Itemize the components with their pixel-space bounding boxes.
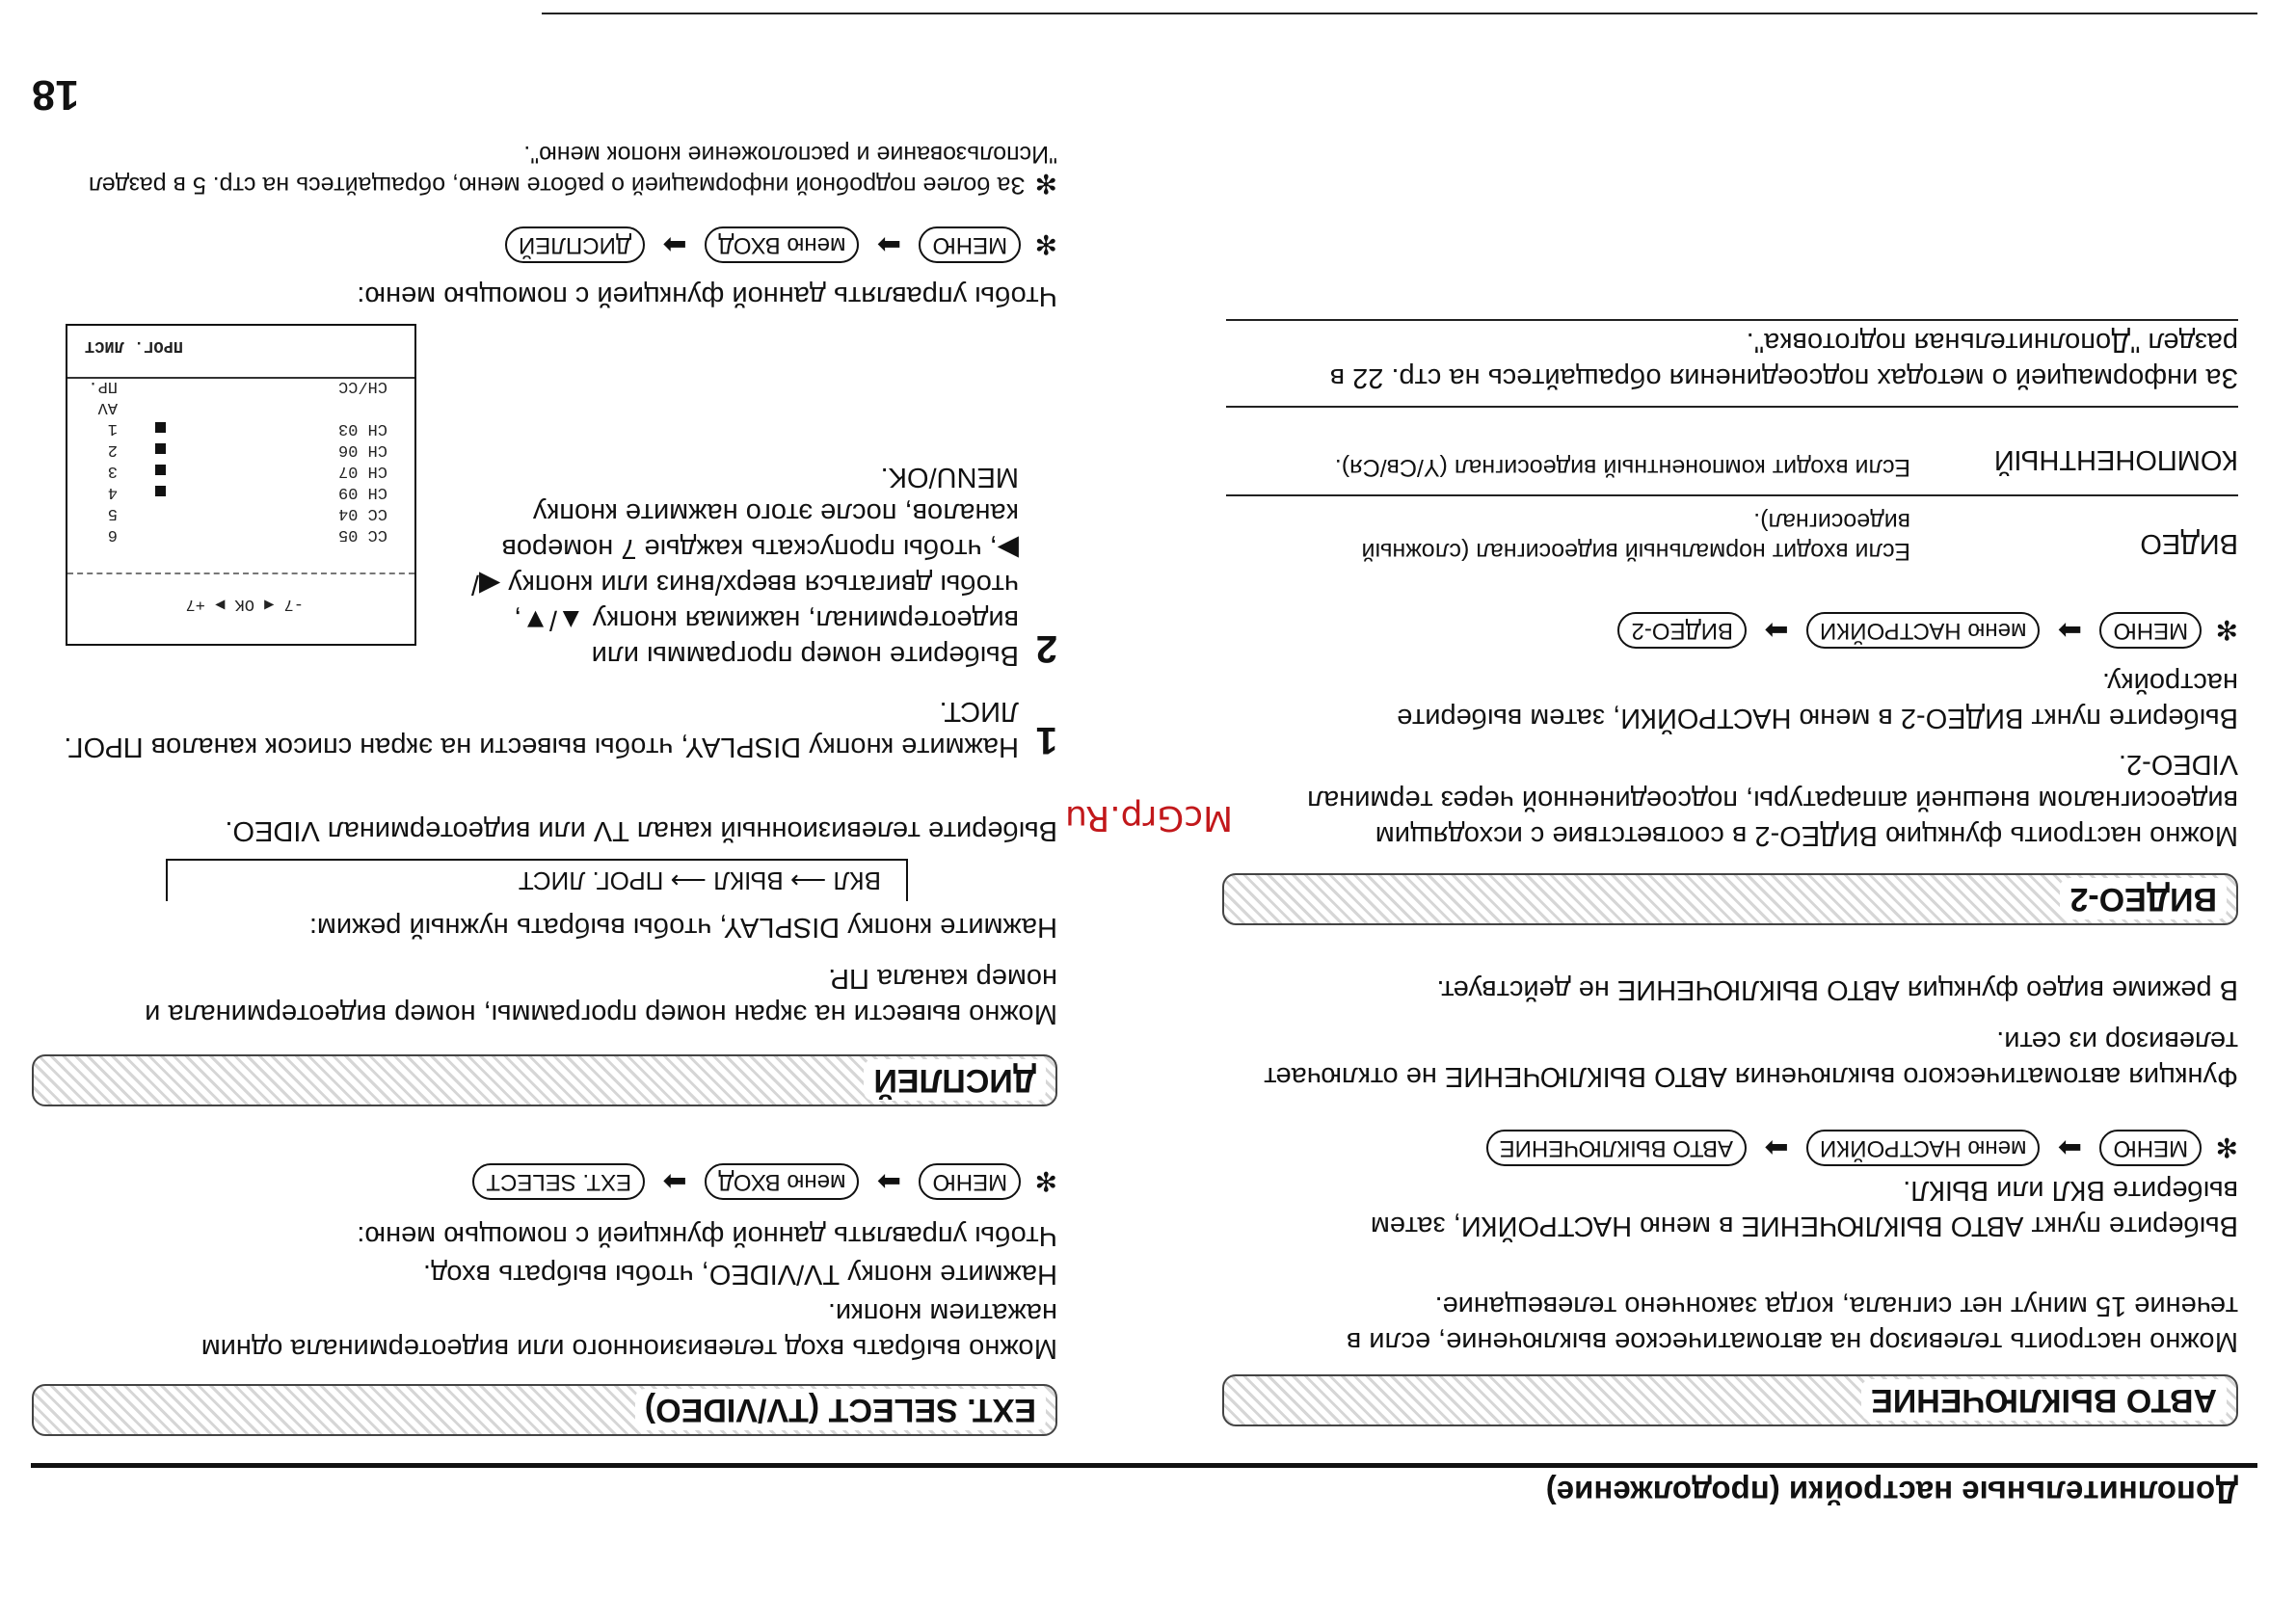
menu-button: МЕНЮ (2100, 1130, 2203, 1166)
osd-nav: -7 ◀ OK ▶ +7 (185, 595, 304, 613)
ext-select-instruction: Нажмите кнопку TV/VIDEO, чтобы выбрать вход. (422, 1259, 1057, 1290)
video2-note: За информацией о методах подсоединения обращайтесь на стр. 22 в раздел "Дополнительная подготовка". (1329, 327, 2238, 393)
arrow-right-icon: ⟶ (663, 866, 707, 895)
ext-select-button: EXT. SELECT (472, 1163, 645, 1200)
video2-row-label-component: КОМПОНЕНТНЫЙ (1993, 444, 2238, 475)
arrow-right-icon: ➡ (876, 228, 902, 261)
table-divider (1226, 319, 2238, 321)
table-divider (1226, 406, 2238, 408)
skip-mark-icon (155, 422, 166, 433)
menu-button: МЕНЮ (2100, 612, 2203, 649)
video2-row-desc-component: Если входит компонентный видеосигнал (Y/Cв/Cя). (1334, 454, 1910, 481)
arrow-right-icon: ➡ (2057, 614, 2083, 647)
menu-button: МЕНЮ (920, 226, 1022, 263)
auto-off-heading: АВТО ВЫКЛЮЧЕНИЕ (1861, 1379, 2227, 1421)
video2-row-label-video: ВИДЕО (2140, 528, 2238, 559)
step-2-text: Выберите номер программы или видеотерминал, нажимая кнопку ▲/▼, чтобы двигаться вверх/вниз или кнопку ◀/▶, чтобы пропускать каждые 7 номеров каналов, после этого нажмите кнопку MENU/OK. (470, 462, 1019, 671)
display-mode-cycle (166, 859, 908, 901)
step-1-text: Нажмите кнопку DISPLAY, чтобы вывести на экран список каналов ПРОГ. ЛИСТ. (64, 696, 1019, 762)
display-heading: ДИСПЛЕЙ (864, 1059, 1046, 1101)
osd-row: AV (97, 398, 118, 416)
arrow-right-icon: ⟶ (783, 866, 827, 895)
ext-select-band (32, 1384, 1057, 1436)
mode-prog-list: ПРОГ. ЛИСТ (518, 866, 664, 895)
asterisk-icon: ✻ (2215, 615, 2238, 646)
arrow-right-icon: ➡ (2057, 1131, 2083, 1164)
display-menu-intro: Чтобы управлять данной функцией с помощью меню: (357, 280, 1057, 311)
video2-button: ВИДЕО-2 (1617, 612, 1747, 649)
osd-header-row (79, 374, 397, 395)
osd-row: CC 04 5 (107, 504, 387, 522)
osd-row: CH 06 2 (107, 440, 387, 459)
auto-off-instruction: Выберите пункт АВТО ВЫКЛЮЧЕНИЕ в меню НАСТРОЙКИ, затем выберите ВКЛ или ВЫКЛ. (1370, 1175, 2238, 1241)
video2-instruction: Выберите пункт ВИДЕО-2 в меню НАСТРОЙКИ, затем выберите настройку. (1397, 667, 2238, 733)
setup-menu-button: меню НАСТРОЙКИ (1806, 612, 2040, 649)
auto-off-text: Можно настроить телевизор на автоматическое выключение, если в течение 15 минут нет сигнала, когда закончено телевещание. (1346, 1291, 2238, 1357)
prog-list-screen (66, 324, 416, 646)
skip-mark-icon (155, 486, 166, 496)
ext-select-text: Можно выбрать вход телевизионного или видеотерминала одним нажатием кнопки. (200, 1297, 1057, 1364)
asterisk-icon: ✻ (2215, 1132, 2238, 1163)
display-text: Можно вывести на экран номер программы, номер видеотерминала и номер канала ПР. (145, 963, 1057, 1029)
asterisk-icon: ✻ (1034, 229, 1057, 260)
video2-text: Можно настроить функцию ВИДЕО-2 в соответствие с исходящим видеосигналом внешней аппаратуры, подсоединенной через терминал VIDEO-2. (1307, 749, 2238, 851)
skip-mark-icon (155, 465, 166, 475)
page-title: Дополнительные настройки (продолжение) (1545, 1475, 2238, 1510)
osd-row: CH 09 4 (107, 483, 387, 501)
arrow-right-icon: ➡ (876, 1165, 902, 1198)
auto-off-note-2: В режиме видео функция АВТО ВЫКЛЮЧЕНИЕ не действует. (1436, 974, 2238, 1005)
display-button: ДИСПЛЕЙ (505, 226, 645, 263)
step-number: 1 (1035, 719, 1057, 761)
asterisk-icon: ✻ (1034, 169, 1057, 200)
arrow-right-icon: ➡ (1764, 614, 1789, 647)
video2-menu-path (1617, 612, 2238, 649)
table-divider (1226, 494, 2238, 496)
osd-row: CC 05 6 (107, 525, 387, 544)
video2-row-desc-video: Если входит нормальный видеосигнал (сложный видеосигнал). (1361, 508, 1910, 565)
ext-select-menu-intro: Чтобы управлять данной функцией с помощью меню: (357, 1220, 1057, 1251)
step-number: 2 (1035, 627, 1057, 670)
page-number: 18 (32, 71, 79, 119)
skip-mark-icon (155, 443, 166, 454)
auto-off-button: АВТО ВЫКЛЮЧЕНИЕ (1486, 1130, 1747, 1166)
mode-on: ВКЛ (833, 866, 881, 895)
asterisk-icon: ✻ (1034, 1166, 1057, 1197)
arrow-right-icon: ➡ (1764, 1131, 1789, 1164)
osd-header-pr: ПР. (88, 377, 118, 395)
video2-heading: ВИДЕО-2 (2060, 878, 2227, 919)
osd-title: ПРОГ. ЛИСТ (84, 336, 183, 355)
display-instruction: Нажмите кнопку DISPLAY, чтобы выбрать нужный режим: (308, 912, 1057, 943)
input-menu-button: меню ВХОД (705, 1163, 859, 1200)
ext-select-heading: EXT. SELECT (TV/VIDEO) (635, 1389, 1046, 1430)
osd-row: CH 03 1 (107, 419, 387, 438)
video2-band (1222, 873, 2238, 925)
setup-menu-button: меню НАСТРОЙКИ (1806, 1130, 2040, 1166)
menu-button: МЕНЮ (920, 1163, 1022, 1200)
arrow-right-icon: ➡ (662, 228, 687, 261)
display-note: ✻За более подробной информацией о работе меню, обращайтесь на стр. 5 в раздел "Использование и расположение кнопок меню". (88, 141, 1057, 200)
display-menu-path (505, 226, 1057, 263)
ext-select-menu-path (472, 1163, 1057, 1200)
display-intro: Выберите телевизионный канал TV или видеотерминал VIDEO. (225, 815, 1057, 846)
mode-off: ВЫКЛ (713, 866, 784, 895)
arrow-right-icon: ➡ (662, 1165, 687, 1198)
display-band (32, 1054, 1057, 1106)
auto-off-menu-path (1486, 1130, 2238, 1166)
bottom-rule (542, 13, 2257, 14)
osd-header-ch: CH/CC (337, 377, 387, 395)
osd-divider (67, 571, 414, 574)
auto-off-band (1222, 1374, 2238, 1426)
osd-row: CH 07 3 (107, 462, 387, 480)
input-menu-button: меню ВХОД (705, 226, 859, 263)
watermark: McGrp.Ru (1065, 798, 1234, 838)
title-rule (31, 1463, 2257, 1468)
auto-off-note-1: Функция автоматического выключения АВТО ВЫКЛЮЧЕНИЕ не отключает телевизор из сети. (1264, 1025, 2238, 1092)
